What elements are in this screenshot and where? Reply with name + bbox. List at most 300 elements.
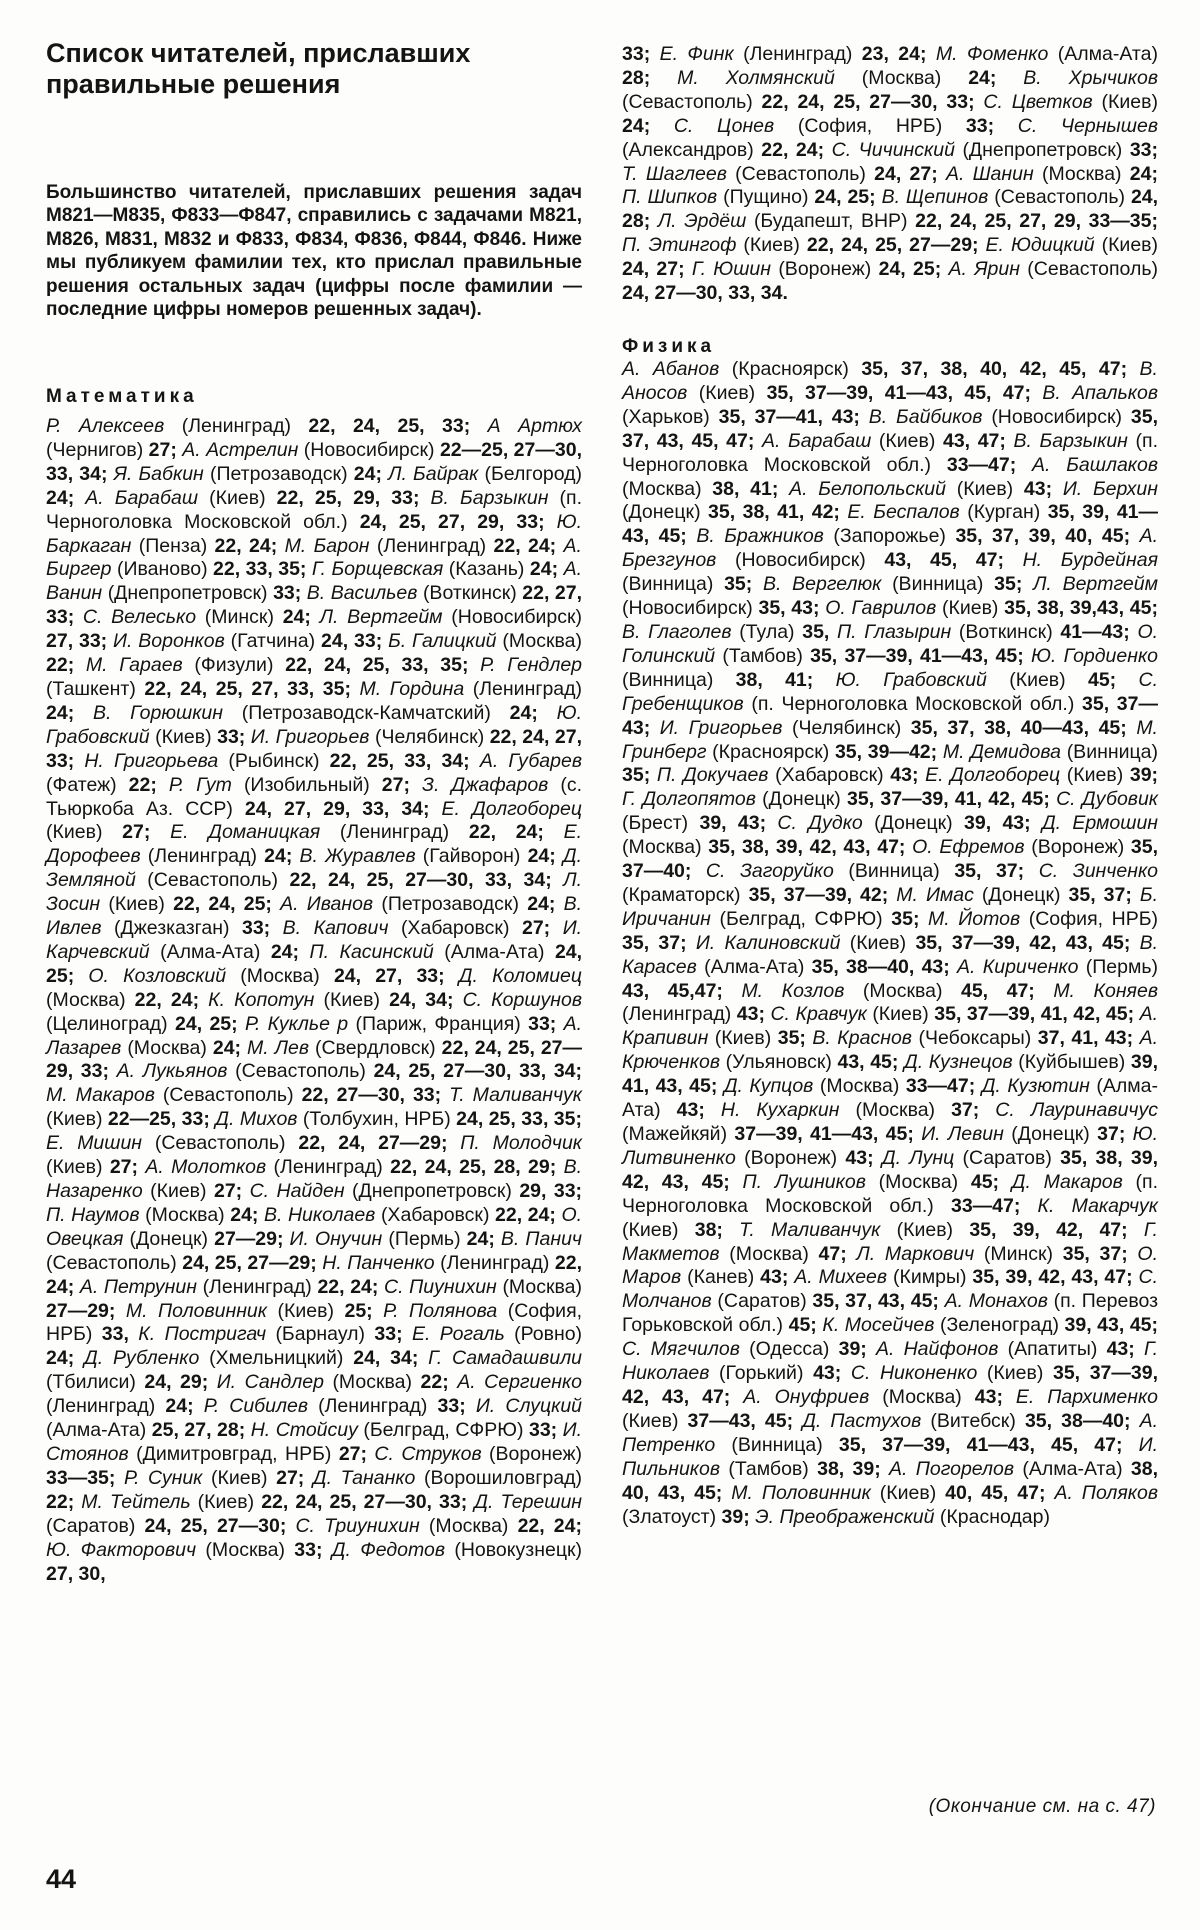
solved-problems: 22, 24, 25, 27—29; (806, 234, 979, 257)
reader-city: (Краматорск) (622, 883, 741, 906)
reader-city: (Москва) (855, 1099, 936, 1122)
reader-name: И. Калиновский (695, 931, 841, 954)
solved-problems: 35, 43; (758, 597, 820, 620)
reader-name: В. Ивлев (46, 893, 583, 940)
reader-city: (Ульяновск) (725, 1051, 832, 1074)
reader-name: Э. Преображенский (755, 1505, 935, 1528)
reader-entry (743, 1171, 1012, 1193)
reader-name: Л. Эрдёш (657, 210, 747, 233)
reader-name: Е. Мишин (46, 1132, 143, 1155)
reader-name: Т. Шаглеев (622, 162, 727, 185)
solved-problems: 22; (128, 773, 157, 796)
solved-problems: 35, (802, 620, 830, 643)
reader-city: (Киев) (1066, 764, 1124, 787)
solved-problems: 24; (968, 66, 997, 89)
solved-problems: 38, 39; (817, 1457, 881, 1480)
reader-name: С. Лауринавичус (995, 1099, 1159, 1122)
reader-name: М. Холмянский (677, 66, 835, 89)
solved-problems: 23, 24; (861, 43, 927, 65)
reader-entry (739, 1219, 1144, 1241)
reader-city: (Ленинград) (147, 845, 258, 868)
reader-name: В. Карасев (622, 931, 1159, 978)
reader-city: (Севастополь) (154, 1132, 286, 1155)
reader-name: В. Назаренко (46, 1156, 583, 1202)
solved-problems: 27; (122, 821, 151, 844)
reader-city: (Киев) (698, 381, 756, 404)
solved-problems: 22, 24; (134, 988, 200, 1011)
reader-name: К. Мосейчев (822, 1314, 935, 1337)
reader-name: В. Барзыкин (1013, 429, 1128, 452)
reader-city: (Джезказган) (114, 917, 230, 940)
reader-name: И. Карчевский (46, 917, 583, 963)
reader-name: А. Монахов (944, 1290, 1048, 1313)
reader-name: Ю. Грабовский (46, 701, 582, 748)
reader-city: (Пущино) (723, 186, 809, 209)
reader-name: О. Козловский (88, 964, 227, 987)
reader-city: (Москва) (622, 836, 702, 859)
solved-problems: 22, 24, 25, 27—30, 33; (261, 1490, 468, 1513)
reader-city: (п. Перевоз Горьковской обл.) (622, 1290, 1159, 1337)
reader-name: Л. Маркович (856, 1242, 975, 1265)
solved-problems: 39, 43, 45; (1064, 1314, 1158, 1337)
reader-name: М. Йотов (928, 907, 1021, 930)
solved-problems: 22; (46, 1490, 75, 1513)
reader-entry (696, 932, 1140, 954)
reader-name: А. Губарев (479, 749, 583, 772)
page-title-line: Список читателей, приславших (46, 38, 471, 68)
reader-city: (Киев) (197, 1490, 255, 1513)
left-column (46, 0, 582, 1930)
reader-entry (169, 774, 422, 796)
reader-entry (674, 115, 1018, 137)
reader-entry (114, 463, 388, 485)
solved-problems: 33; (241, 917, 271, 940)
solved-problems: 24, 25, 27, 29, 33; (359, 510, 545, 533)
reader-name: М. Половинник (125, 1299, 267, 1322)
reader-city: (Новосибирск) (734, 549, 866, 572)
solved-problems: 24; (527, 845, 556, 868)
reader-city: (Будапешт, ВНР) (753, 210, 908, 233)
reader-city: (Киев) (46, 1156, 103, 1179)
reader-entry (280, 893, 563, 915)
reader-city: (Хабаровск) (380, 1203, 490, 1226)
reader-name: П. Этингоф (622, 234, 737, 257)
reader-entry (46, 415, 488, 437)
reader-city: (Винница) (892, 573, 984, 596)
reader-name: А. Крюченков (622, 1027, 1159, 1074)
page-title (46, 38, 470, 100)
reader-city: (Киев) (46, 821, 103, 844)
solved-problems: 43, 45, 47; (884, 549, 1004, 572)
reader-city: (Киев) (714, 1027, 772, 1050)
reader-name: Д. Кузютин (981, 1075, 1090, 1098)
reader-city: (Белград, СФРЮ) (363, 1419, 524, 1442)
reader-entry (660, 43, 936, 65)
reader-name: Е. Долгоборец (441, 797, 583, 820)
reader-name: А. Молотков (145, 1156, 267, 1179)
reader-name: И. Пильников (622, 1433, 1159, 1480)
solved-problems: 22, 24, 25; (173, 893, 272, 916)
reader-entry (763, 573, 1033, 595)
solved-problems: 24; (1129, 162, 1158, 185)
reader-name: Р. Гендлер (480, 654, 583, 677)
reader-name: Е. Юдицкий (985, 234, 1095, 257)
reader-name: В. Апальков (1042, 381, 1159, 404)
solved-problems: 22, 24, 27, 33; (46, 725, 583, 772)
reader-city: (Ленинград) (376, 534, 487, 557)
reader-city: (Ташкент) (46, 677, 136, 700)
reader-entry (622, 788, 1056, 810)
section-heading-physics: Физика (622, 336, 716, 357)
reader-name: А. Астрелин (182, 438, 299, 461)
solved-problems: 37; (951, 1099, 980, 1122)
reader-city: (Саратов) (962, 1146, 1052, 1169)
reader-city: (Запорожье) (833, 525, 946, 548)
reader-city: (Иваново) (116, 558, 208, 581)
reader-city: (Воронеж) (778, 258, 872, 281)
solved-problems: 35, 37—39, 41—43, 45, 47; (838, 1433, 1123, 1456)
solved-problems: 39, 43; (699, 812, 767, 835)
solved-problems: 22, 25, 33, 34; (329, 749, 470, 772)
reader-name: В. Панич (500, 1227, 583, 1250)
reader-name: С. Триунихин (295, 1514, 420, 1537)
reader-name: А. Биргер (46, 534, 582, 581)
solved-problems: 24, 25, 27—30, 33, 34; (373, 1060, 583, 1083)
continuation-note: (Окончание см. на с. 47) (928, 1796, 1156, 1817)
reader-name: Г. Долгопятов (622, 788, 756, 811)
reader-city: (Алма-Ата) (160, 940, 261, 963)
reader-name: Д. Купцов (723, 1075, 814, 1098)
reader-name: З. Джафаров (421, 773, 549, 796)
reader-city: (Тула) (739, 620, 795, 643)
reader-name: Г. Борщевская (311, 558, 444, 581)
reader-city: (Тамбов) (728, 1457, 809, 1480)
reader-city: (Киев) (46, 1108, 103, 1131)
reader-city: (Винница) (848, 860, 940, 883)
reader-city: (Хабаровск) (400, 917, 510, 940)
reader-entry (622, 621, 837, 643)
solved-problems: 24, 27, 33; (333, 964, 445, 987)
reader-city: (Новосибирск) (991, 405, 1123, 428)
reader-name: П. Докучаев (656, 764, 769, 787)
reader-city: (Кимры) (892, 1266, 967, 1289)
solved-problems: 35, 37—39, 41, 42, 45; (847, 788, 1050, 811)
reader-name: Р. Гут (168, 773, 232, 796)
reader-name: Ю. Факторович (46, 1538, 197, 1561)
reader-city: (Киев) (150, 1180, 207, 1202)
reader-city: (Днепропетровск) (107, 582, 268, 605)
intro-paragraph: Большинство читателей, приславших решения задач М821—М835, Ф833—Ф847, справились с задачами М821, М826, М831, М832 и Ф833, Ф834, Ф836, Ф844, Ф846. Ниже мы публикуем фамилии тех, кто прислал правильные решения остальных задач (цифры после фамилии — последние цифры номеров решенных задач). (46, 182, 582, 321)
reader-city: (Курган) (967, 501, 1041, 524)
reader-entry (762, 430, 1014, 452)
reader-name: С. Дудко (777, 812, 863, 835)
reader-name: Р. Сибилев (203, 1395, 308, 1418)
reader-name: М. Демидова (942, 740, 1061, 763)
solved-problems: 39; (721, 1505, 750, 1528)
reader-entry (83, 606, 320, 628)
reader-city: (Ленинград) (273, 1156, 383, 1179)
reader-name: С. Никоненко (850, 1362, 978, 1385)
reader-city: (Донецк) (129, 1227, 209, 1250)
reader-city: (Брест) (622, 812, 689, 835)
reader-city: (Пенза) (138, 534, 208, 557)
reader-name: Н. Панченко (322, 1251, 435, 1274)
solved-problems: 24; (529, 558, 559, 581)
reader-name: И. Слуцкий (475, 1395, 583, 1418)
solved-problems: 38, 41; (735, 668, 814, 691)
reader-name: Г. Макметов (622, 1218, 1158, 1265)
reader-name: В. Барзыкин (430, 486, 549, 509)
solved-problems: 33; (294, 1538, 323, 1561)
solved-problems: 43; (890, 764, 919, 787)
reader-city: (Киев) (879, 1481, 937, 1504)
reader-entry (285, 535, 564, 557)
solved-problems: 24; (165, 1395, 194, 1418)
reader-city: (Казань) (448, 558, 525, 581)
reader-name: В. Хрычиков (1023, 66, 1158, 89)
solved-problems: 33; (374, 1323, 403, 1346)
solved-problems: 35, 38, 41, 42; (708, 501, 840, 524)
solved-problems: 45; (788, 1314, 817, 1337)
reader-city: (Ленинград) (622, 1003, 732, 1026)
solved-problems: 24, 27, 29, 33, 34; (244, 797, 430, 820)
reader-entry (658, 210, 1158, 232)
reader-name: А. Белопольский (789, 477, 946, 500)
reader-city: (Харьков) (622, 405, 710, 428)
reader-name: Д. Пастухов (802, 1409, 922, 1432)
solved-problems: 24, 25; (175, 1012, 238, 1035)
reader-entry (622, 43, 660, 65)
reader-city: (Красноярск) (712, 740, 830, 763)
reader-city: (Чебоксары) (918, 1027, 1032, 1050)
reader-name: Е. Пархименко (1015, 1385, 1159, 1408)
reader-city: (Днепропетровск) (962, 138, 1123, 161)
reader-name: В. Вергелюк (763, 573, 882, 596)
reader-name: В. Байбиков (868, 405, 983, 428)
reader-entry (312, 558, 564, 580)
solved-problems: 24; (527, 893, 556, 916)
solved-problems: 47; (818, 1242, 847, 1265)
reader-name: В. Горюшкин (92, 701, 224, 724)
reader-name: Р. Полянова (383, 1299, 498, 1322)
reader-entry (138, 1323, 412, 1345)
reader-name: Б. Иричанин (622, 883, 1158, 930)
reader-entry (46, 1539, 332, 1561)
reader-name: К. Макарчук (1037, 1194, 1158, 1217)
reader-name: И. Стоянов (46, 1419, 583, 1465)
reader-name: А. Башлаков (1032, 453, 1159, 476)
solved-problems: 24, 25, 27—29; (182, 1251, 317, 1274)
reader-city: (Ленинград) (440, 1251, 550, 1274)
solved-problems: 35, 39, 41—43, 45; (622, 501, 1159, 548)
reader-name: М. Имас (896, 883, 974, 906)
solved-problems: 35, 37—39, 41—43, 45, 47; (766, 381, 1032, 404)
reader-name: В. Николаев (263, 1203, 376, 1226)
reader-city: (Киев) (108, 893, 165, 916)
reader-city: (Москва) (428, 1514, 509, 1537)
reader-city: (Киев) (277, 1299, 334, 1322)
solved-problems: 35, 37—39, 42; (748, 883, 889, 906)
solved-problems: 35, 39—42; (834, 740, 938, 763)
reader-city: (п. Черноголовка Московской обл.) (622, 429, 1159, 476)
reader-name: И. Григорьев (250, 725, 370, 748)
reader-name: Е. Доманицкая (170, 821, 321, 844)
reader-entry (802, 1410, 1139, 1432)
reader-city: (Севастополь) (147, 869, 279, 892)
solved-problems: 22, 24, 25, 27, 29, 33—35; (915, 210, 1158, 233)
reader-name: М. Барон (284, 534, 370, 557)
reader-name: А. Шанин (945, 162, 1034, 185)
reader-city: (Воронеж) (1031, 836, 1125, 859)
reader-city: (Новосибирск) (303, 438, 435, 461)
reader-entry (251, 1419, 563, 1441)
reader-entry (777, 812, 1042, 834)
reader-name: С. Гребенщиков (622, 668, 1158, 715)
solved-problems: 33—47; (950, 1194, 1021, 1217)
solved-problems: 35, 37; (1068, 883, 1132, 906)
reader-city: (Фатеж) (46, 773, 117, 796)
reader-city: (Чернигов) (46, 438, 144, 461)
reader-name: А Артюх (487, 415, 582, 437)
reader-entry (731, 1482, 1054, 1504)
reader-city: (София, НРБ) (1028, 907, 1159, 930)
reader-entry (264, 1204, 561, 1226)
reader-name: Д. Тананко (312, 1466, 416, 1489)
solved-problems: 35, 39, 42, 47; (969, 1218, 1128, 1241)
solved-problems: 45; (970, 1170, 1000, 1193)
math-readers-list (46, 415, 582, 1586)
reader-name: С. Цветков (983, 90, 1093, 113)
reader-city: (Москва) (240, 964, 320, 987)
solved-problems: 33—47; (946, 453, 1017, 476)
solved-problems: 27; (276, 1466, 305, 1489)
reader-city: (Изобильный) (243, 773, 370, 796)
reader-name: А. Поляков (1054, 1481, 1159, 1504)
reader-name: С. Зинченко (1038, 860, 1159, 883)
reader-city: (Ровно) (514, 1323, 583, 1346)
reader-city: (Алма-Ата) (704, 955, 805, 978)
reader-city: (Тбилиси) (46, 1371, 136, 1394)
reader-name: Д. Ермошин (1041, 812, 1159, 835)
reader-name: Д. Макаров (1011, 1170, 1123, 1193)
reader-city: (Москва) (46, 988, 126, 1011)
solved-problems: 24; (46, 486, 75, 509)
reader-name: П. Молодчик (460, 1132, 583, 1155)
solved-problems: 35, 37—39, 41—43, 45; (810, 644, 1024, 667)
solved-problems: 43; (845, 1146, 874, 1169)
reader-city: (Алма-Ата) (46, 1419, 147, 1442)
reader-city: (Москва) (819, 1075, 900, 1098)
reader-entry (217, 1371, 458, 1393)
reader-name: А. Погорелов (889, 1457, 1015, 1480)
reader-name: О. Маров (622, 1242, 1158, 1289)
reader-city: (Зеленоград) (939, 1314, 1059, 1337)
reader-city: (Ленинград) (202, 1275, 312, 1298)
reader-entry (876, 1338, 1144, 1360)
solved-problems: 35; (994, 573, 1023, 596)
solved-problems: 35, 38—40, 43; (811, 955, 950, 978)
solved-problems: 24, 34; (389, 988, 454, 1011)
reader-city: (Златоуст) (622, 1505, 717, 1528)
reader-name: С. Цонев (673, 114, 775, 137)
reader-name: Д. Федотов (331, 1538, 446, 1561)
reader-name: Г. Юшин (691, 258, 771, 281)
reader-name: С. Мягчилов (622, 1338, 740, 1361)
reader-name: А. Иванов (280, 893, 374, 916)
solved-problems: 22—25, 33; (107, 1108, 210, 1131)
reader-city: (Минск) (204, 606, 274, 629)
solved-problems: 24; (264, 845, 293, 868)
reader-name: Н. Стойсиу (250, 1419, 358, 1442)
solved-problems: 24, 33; (321, 630, 383, 653)
reader-city: (Киев) (941, 597, 999, 620)
solved-problems: 35; (777, 1027, 806, 1050)
solved-problems: 22, 24, 25, 27—30, 33; (761, 90, 975, 113)
reader-city: (Киев) (872, 1003, 929, 1026)
page-title-line: правильные решения (46, 69, 341, 99)
reader-city: (Воронеж) (489, 1442, 583, 1465)
reader-entry (46, 1084, 449, 1106)
reader-city: (Барнаул) (275, 1323, 366, 1346)
solved-problems: 24, 34; (353, 1347, 419, 1370)
reader-name: С. Чичинский (831, 138, 955, 161)
reader-city: (Ленинград) (743, 43, 853, 65)
reader-city: (Воткинск) (422, 582, 517, 605)
reader-city: (Целиноград) (46, 1012, 168, 1035)
reader-name: С. Найден (249, 1180, 345, 1202)
solved-problems: 40, 45, 47; (945, 1481, 1046, 1504)
reader-name: Ю. Баркаган (46, 510, 583, 557)
reader-entry (80, 1276, 384, 1298)
solved-problems: 27; (521, 917, 551, 940)
solved-problems: 27, 33; (46, 630, 108, 653)
solved-problems: 35, 37—39, 42, 43, 47; (622, 1362, 1158, 1408)
reader-entry (896, 884, 1140, 906)
reader-city: (Киев) (1101, 90, 1158, 113)
reader-city: (Севастополь) (162, 1084, 294, 1107)
reader-city: (Киев) (743, 234, 800, 257)
reader-name: Л. Байрак (388, 462, 479, 485)
reader-city: (Москва) (502, 1275, 582, 1298)
solved-problems: 22, 24, 25, 28, 29; (390, 1156, 557, 1179)
reader-name: М. Макаров (46, 1084, 155, 1107)
reader-name: И. Левин (921, 1123, 1004, 1145)
reader-entry (93, 702, 557, 724)
solved-problems: 35; (622, 764, 651, 787)
reader-entry (86, 654, 480, 676)
reader-name: С. Молчанов (622, 1266, 1159, 1313)
solved-problems: 24; (230, 1203, 259, 1226)
solved-problems: 35, 37; (954, 860, 1025, 883)
solved-problems: 43; (676, 1099, 705, 1122)
solved-problems: 27; (148, 438, 177, 461)
reader-name: А. Ванин (46, 558, 582, 605)
solved-problems: 24; (282, 606, 311, 629)
reader-city: (Москва) (729, 1242, 809, 1265)
reader-city: (Днепропетровск) (352, 1180, 512, 1202)
solved-problems: 38, 40, 43, 45; (622, 1457, 1159, 1504)
reader-city: (Алма-Ата) (1022, 1457, 1123, 1480)
reader-name: П. Шипков (622, 186, 718, 209)
reader-entry (208, 989, 462, 1011)
reader-entry (696, 525, 1139, 547)
solved-problems: 22, 25, 29, 33; (276, 486, 420, 509)
solved-problems: 24; (46, 1347, 75, 1370)
reader-name: М. Гараев (85, 654, 183, 677)
solved-problems: 33; (622, 43, 651, 65)
reader-name: П. Касинский (309, 940, 434, 963)
solved-problems: 27—29; (214, 1227, 284, 1250)
